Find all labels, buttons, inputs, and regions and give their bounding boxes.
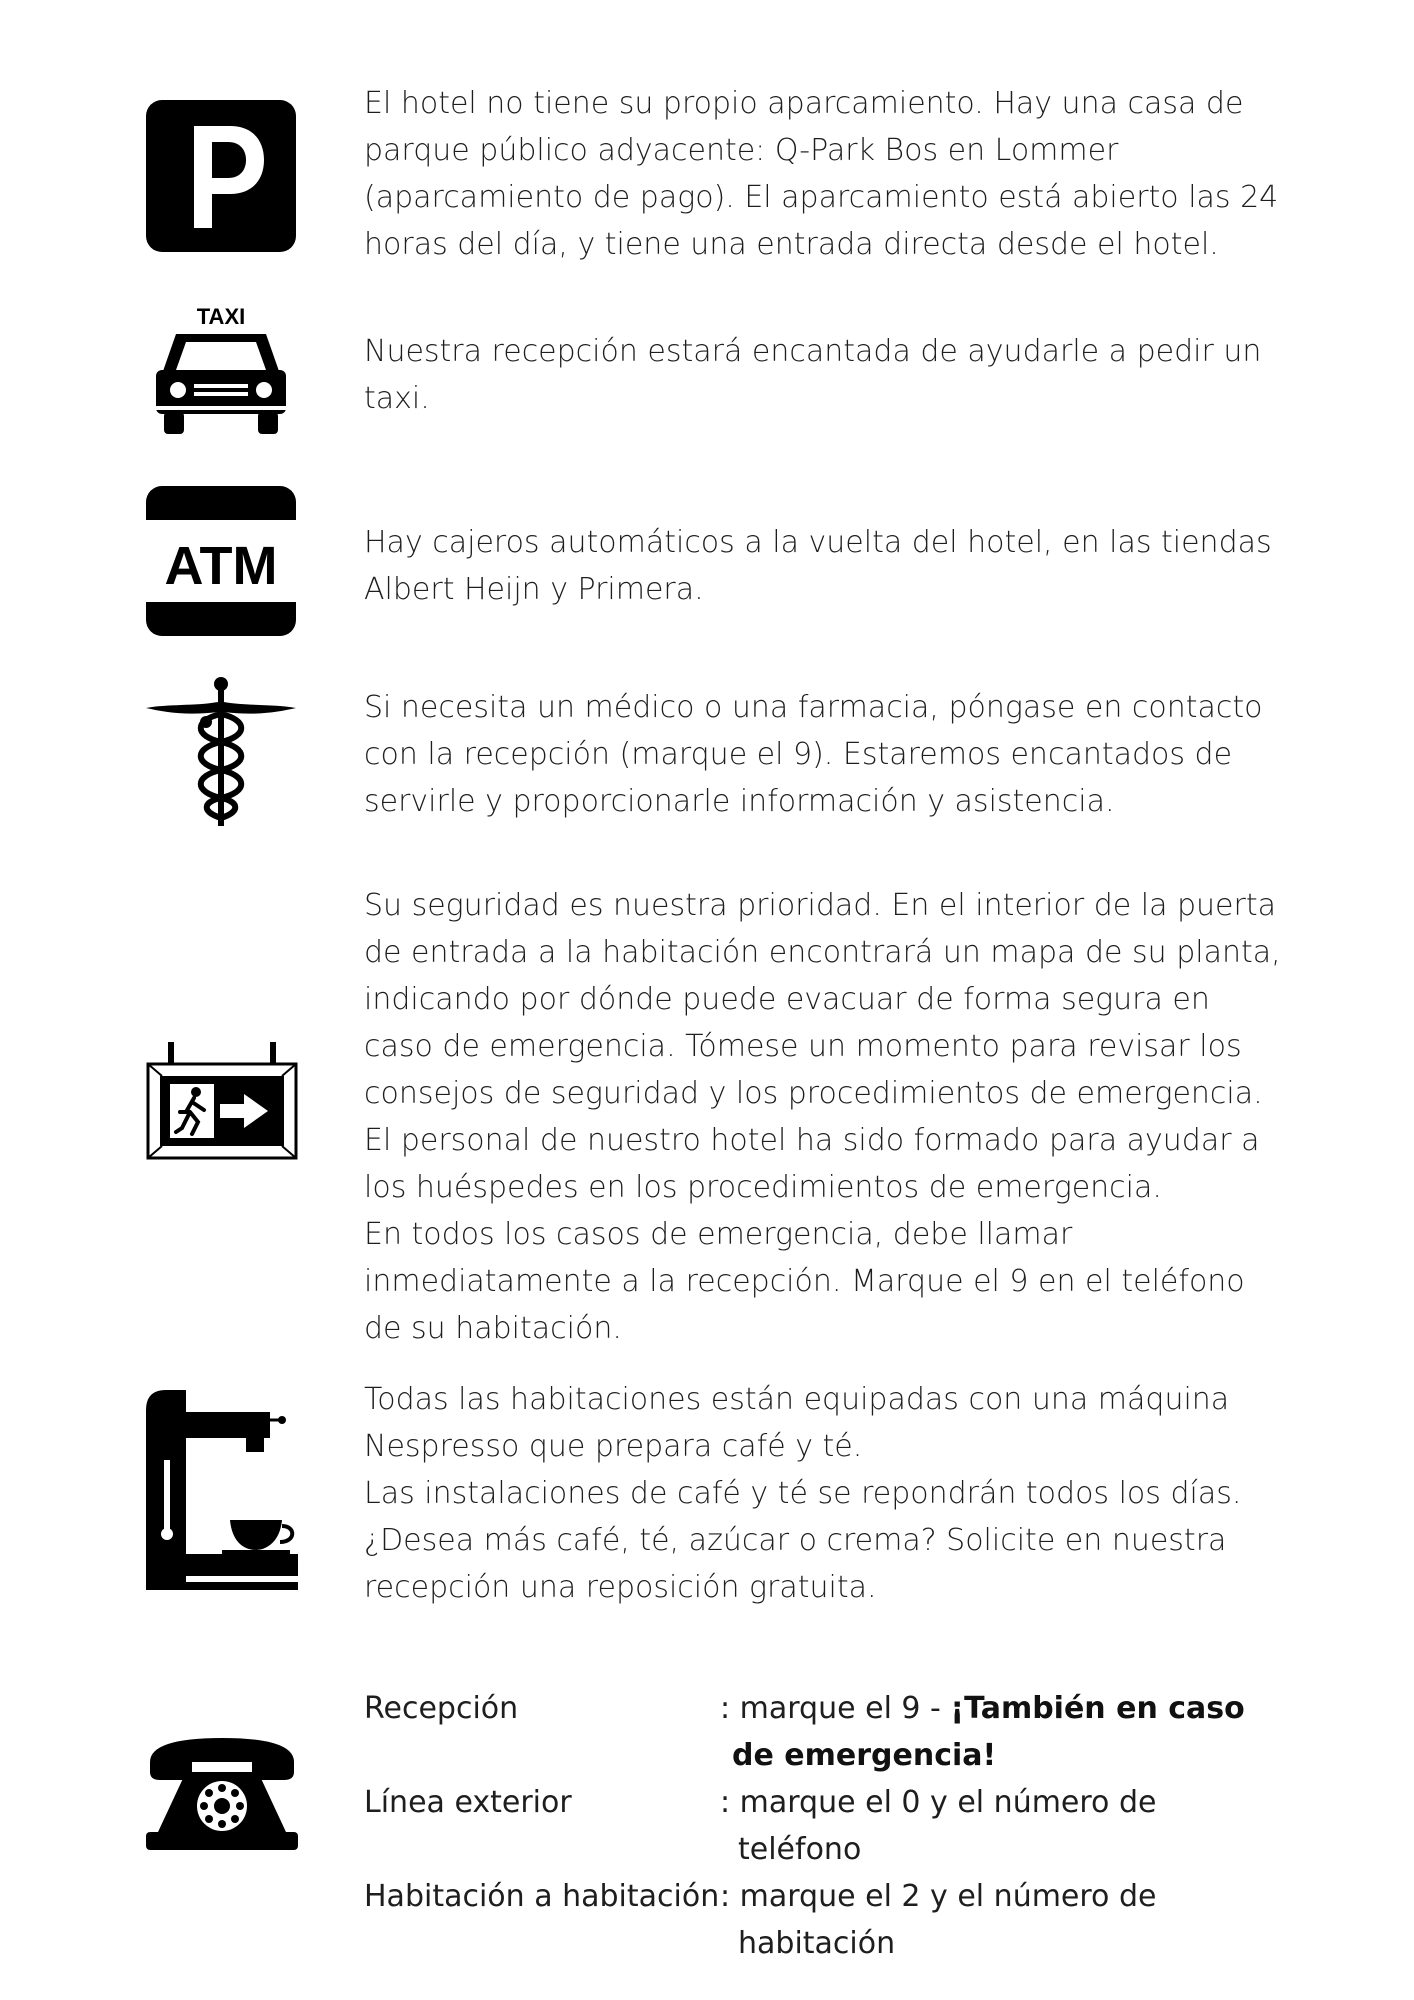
text-line: El hotel no tiene su propio aparcamiento. Hay una casa de (364, 86, 1244, 121)
medical-text (364, 684, 1294, 825)
taxi-label: TAXI (196, 304, 246, 329)
text-line: Albert Heijn y Primera. (364, 572, 704, 607)
phone-row-value-text: : marque el 9 - (720, 1691, 951, 1726)
parking-icon (146, 100, 298, 252)
text-line: El personal de nuestro hotel ha sido formado para ayudar a (364, 1123, 1260, 1158)
text-line: Si necesita un médico o una farmacia, póngase en contacto (364, 690, 1263, 725)
text-line: Hay cajeros automáticos a la vuelta del hotel, en las tiendas (364, 525, 1272, 560)
text-line: indicando por dónde puede evacuar de forma segura en (364, 982, 1210, 1017)
text-line: de su habitación. (364, 1311, 622, 1346)
phone-row-reception (364, 1685, 1294, 1779)
text-line: de entrada a la habitación encontrará un mapa de su planta, (364, 935, 1281, 970)
text-line: servirle y proporcionarle información y asistencia. (364, 784, 1115, 819)
taxi-icon (146, 302, 298, 442)
phone-row-value (720, 1779, 1280, 1873)
parking-text (364, 80, 1294, 268)
phone-row-room-to-room (364, 1873, 1294, 1967)
atm-icon (146, 486, 298, 636)
text-line: taxi. (364, 381, 430, 416)
phone-row-value-text: : marque el 0 y el número de (720, 1785, 1157, 1820)
phone-row-label: Recepción (364, 1691, 519, 1726)
phone-row-value-cont: habitación (738, 1926, 896, 1961)
text-line: Nuestra recepción estará encantada de ayudarle a pedir un (364, 334, 1262, 369)
text-line: recepción una reposición gratuita. (364, 1570, 877, 1605)
text-line: consejos de seguridad y los procedimientos de emergencia. (364, 1076, 1263, 1111)
text-line: (aparcamiento de pago). El aparcamiento está abierto las 24 (364, 180, 1279, 215)
text-line: los huéspedes en los procedimientos de emergencia. (364, 1170, 1162, 1205)
atm-label: ATM (164, 536, 278, 596)
text-line: Las instalaciones de café y té se repondrán todos los días. (364, 1476, 1242, 1511)
text-line: parque público adyacente: Q-Park Bos en Lommer (364, 133, 1119, 168)
telephone-icon (146, 1728, 298, 1852)
text-line: Su seguridad es nuestra prioridad. En el interior de la puerta (364, 888, 1276, 923)
phone-row-value-text: : marque el 2 y el número de (720, 1879, 1157, 1914)
caduceus-icon (146, 676, 298, 828)
phone-row-value (720, 1685, 1280, 1779)
safety-text (364, 882, 1294, 1352)
phone-directory (364, 1685, 1294, 1967)
emergency-exit-icon (146, 1042, 298, 1160)
text-line: caso de emergencia. Tómese un momento para revisar los (364, 1029, 1242, 1064)
phone-row-label: Línea exterior (364, 1785, 572, 1820)
text-line: Nespresso que prepara café y té. (364, 1429, 863, 1464)
phone-row-outside-line (364, 1779, 1294, 1873)
text-line: horas del día, y tiene una entrada directa desde el hotel. (364, 227, 1219, 262)
text-line: con la recepción (marque el 9). Estaremos encantados de (364, 737, 1233, 772)
coffee-text (364, 1376, 1294, 1611)
text-line: ¿Desea más café, té, azúcar o crema? Solicite en nuestra (364, 1523, 1227, 1558)
taxi-text (364, 328, 1294, 422)
text-line: En todos los casos de emergencia, debe llamar (364, 1217, 1073, 1252)
coffee-machine-icon (146, 1390, 298, 1596)
emergency-note-cont: de emergencia! (732, 1738, 997, 1773)
phone-row-value-cont: teléfono (738, 1832, 862, 1867)
phone-row-label: Habitación a habitación (364, 1879, 720, 1914)
atm-text (364, 519, 1294, 613)
text-line: Todas las habitaciones están equipadas con una máquina (364, 1382, 1230, 1417)
emergency-note: ¡También en caso (950, 1691, 1245, 1726)
text-line: inmediatamente a la recepción. Marque el 9 en el teléfono (364, 1264, 1245, 1299)
phone-row-value (720, 1873, 1280, 1967)
